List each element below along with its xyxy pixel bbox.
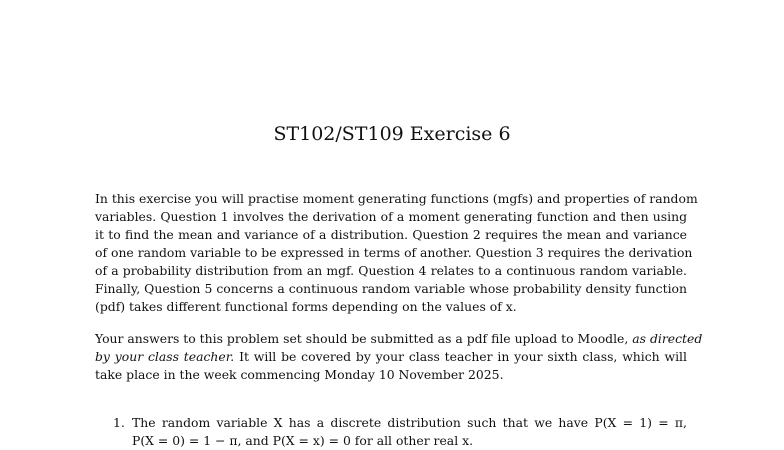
intro-line: Finally, Question 5 concerns a continuous random variable whose probability density function	[95, 281, 687, 296]
submission-text: It will be covered by your class teacher in your sixth class, which will	[239, 349, 687, 364]
submission-paragraph	[95, 330, 703, 384]
submission-emphasis: as directed	[632, 331, 703, 346]
submission-line-2	[95, 348, 687, 366]
submission-line-3: take place in the week commencing Monday 10 November 2025.	[95, 367, 504, 382]
document-title: ST102/ST109 Exercise 6	[273, 123, 511, 145]
question-line: The random variable X has a discrete distribution such that we have P(X = 1) = π,	[132, 415, 687, 430]
submission-line-1	[95, 330, 703, 348]
intro-line: of a probability distribution from an mgf. Question 4 relates to a continuous random variable.	[95, 263, 687, 278]
question-number: 1.	[113, 415, 125, 430]
intro-paragraph	[95, 190, 698, 316]
question-text	[132, 414, 687, 450]
question-list	[113, 414, 687, 450]
submission-emphasis: by your class teacher.	[95, 349, 235, 364]
intro-line: it to find the mean and variance of a distribution. Question 2 requires the mean and variance	[95, 227, 687, 242]
intro-line: (pdf) takes different functional forms depending on the values of x.	[95, 299, 517, 314]
intro-line: In this exercise you will practise moment generating functions (mgfs) and properties of random	[95, 191, 698, 206]
question-line: P(X = 0) = 1 − π, and P(X = x) = 0 for all other real x.	[132, 433, 474, 448]
question-item	[113, 414, 687, 450]
intro-line: variables. Question 1 involves the derivation of a moment generating function and then using	[95, 209, 687, 224]
intro-line: of one random variable to be expressed in terms of another. Question 3 requires the derivation	[95, 245, 693, 260]
submission-text: Your answers to this problem set should be submitted as a pdf file upload to Moodle,	[95, 331, 629, 346]
